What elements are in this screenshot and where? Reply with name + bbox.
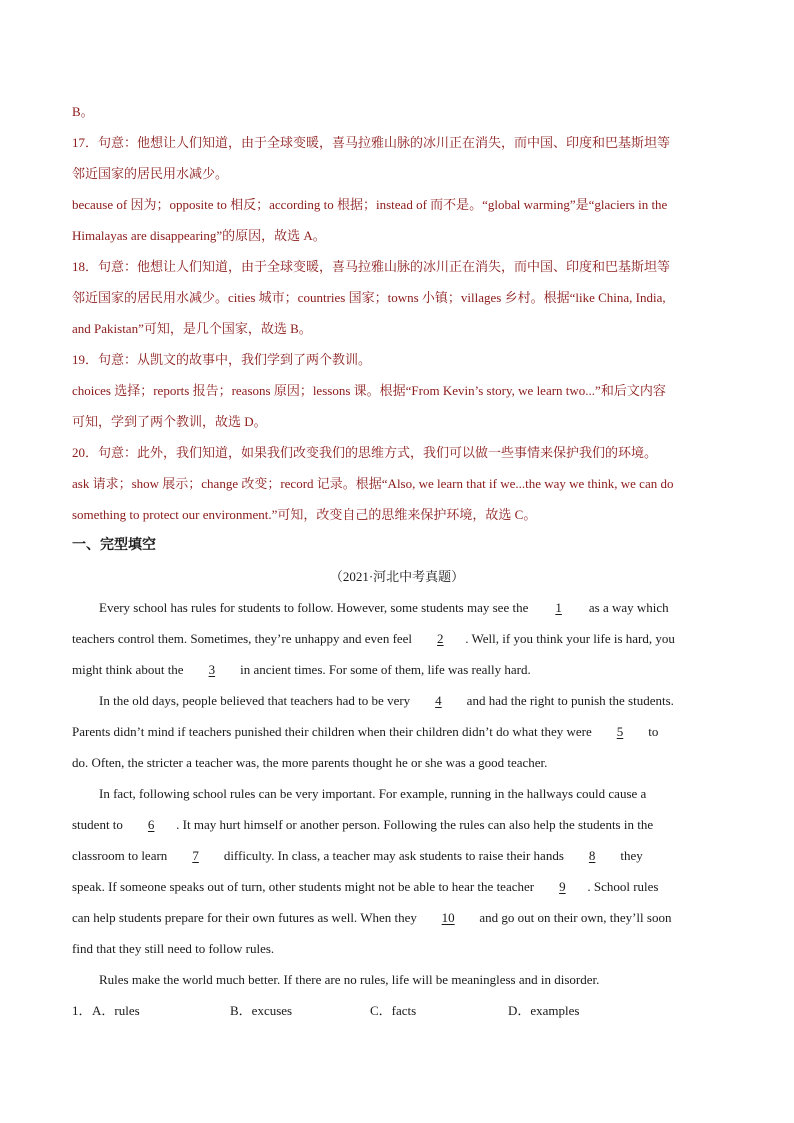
blank-1: 1	[555, 600, 562, 615]
blank-3: 3	[208, 662, 216, 677]
exam-source: （2021·河北中考真题）	[329, 569, 465, 584]
question-number: 1．	[72, 1003, 92, 1018]
passage-line: find that they still need to follow rules.	[72, 941, 275, 956]
document-page	[72, 96, 722, 1026]
passage-line: In the old days, people believed that teachers had to be very 4 and had the right to punish the students.	[72, 685, 722, 716]
explanation-line: 19．句意：从凯文的故事中，我们学到了两个教训。	[72, 352, 372, 367]
explanation-line: B。	[72, 104, 94, 119]
passage-paragraph-2	[72, 685, 722, 778]
explanation-line: 邻近国家的居民用水减少。cities 城市；countries 国家；towns 小镇；villages 乡村。根据“like China, India,	[72, 290, 666, 305]
option-b[interactable]: B．excuses	[230, 1003, 293, 1018]
blank-9: 9	[559, 879, 566, 894]
blank-10: 10	[441, 910, 455, 925]
blank-2: 2	[437, 631, 444, 646]
passage-paragraph-4: Rules make the world much better. If there are no rules, life will be meaningless and in disorder.	[99, 972, 600, 987]
answer-explanations	[72, 96, 722, 530]
passage-line: do. Often, the stricter a teacher was, the more parents thought he or she was a good teacher.	[72, 755, 548, 770]
passage-line: teachers control them. Sometimes, they’re unhappy and even feel 2 . Well, if you think your life is hard, you	[72, 623, 722, 654]
passage-line: classroom to learn 7 difficulty. In class, a teacher may ask students to raise their hands 8 they	[72, 840, 722, 871]
passage-line: In fact, following school rules can be very important. For example, running in the hallways could cause a	[99, 786, 647, 801]
explanation-line: ask 请求；show 展示；change 改变；record 记录。根据“Also, we learn that if we...the way we think, we can do	[72, 476, 674, 491]
blank-7: 7	[192, 848, 199, 863]
explanation-line: 20．句意：此外，我们知道，如果我们改变我们的思维方式，我们可以做一些事情来保护我们的环境。	[72, 445, 658, 460]
passage-line: student to 6 . It may hurt himself or another person. Following the rules can also help the students in the	[72, 809, 722, 840]
explanation-line: because of 因为；opposite to 相反；according to 根据；instead of 而不是。“global warming”是“glaciers in the	[72, 197, 668, 212]
blank-4: 4	[435, 693, 442, 708]
passage-paragraph-1	[72, 592, 722, 685]
passage-line: Parents didn’t mind if teachers punished their children when their children didn’t do what they were 5 to	[72, 716, 722, 747]
passage-line: can help students prepare for their own futures as well. When they 10 and go out on their own, they’ll soon	[72, 902, 722, 933]
passage-line: Every school has rules for students to follow. However, some students may see the 1 as a way which	[72, 592, 722, 623]
explanation-line: something to protect our environment.”可知，改变自己的思维来保护环境，故选 C。	[72, 507, 537, 522]
option-a[interactable]: A．rules	[92, 1003, 140, 1018]
blank-5: 5	[616, 724, 624, 739]
explanation-line: choices 选择；reports 报告；reasons 原因；lessons 课。根据“From Kevin’s story, we learn two...”和后文内容	[72, 383, 666, 398]
explanation-line: Himalayas are disappearing”的原因，故选 A。	[72, 228, 326, 243]
blank-6: 6	[147, 817, 155, 832]
option-d[interactable]: D．examples	[508, 1003, 580, 1018]
section-heading: 一、完型填空	[72, 537, 156, 553]
passage-line: speak. If someone speaks out of turn, other students might not be able to hear the teacher 9 . School rules	[72, 871, 722, 902]
question-1-options	[72, 995, 722, 1026]
explanation-line: 18．句意：他想让人们知道，由于全球变暖，喜马拉雅山脉的冰川正在消失，而中国、印度和巴基斯坦等	[72, 259, 671, 274]
explanation-line: 邻近国家的居民用水减少。	[72, 166, 229, 181]
option-c[interactable]: C．facts	[370, 1003, 417, 1018]
blank-8: 8	[588, 848, 596, 863]
passage-line: might think about the 3 in ancient times. For some of them, life was really hard.	[72, 654, 722, 685]
explanation-line: 17．句意：他想让人们知道，由于全球变暖，喜马拉雅山脉的冰川正在消失，而中国、印度和巴基斯坦等	[72, 135, 671, 150]
explanation-line: and Pakistan”可知，是几个国家，故选 B。	[72, 321, 312, 336]
passage-paragraph-3	[72, 778, 722, 964]
explanation-line: 可知，学到了两个教训，故选 D。	[72, 414, 267, 429]
